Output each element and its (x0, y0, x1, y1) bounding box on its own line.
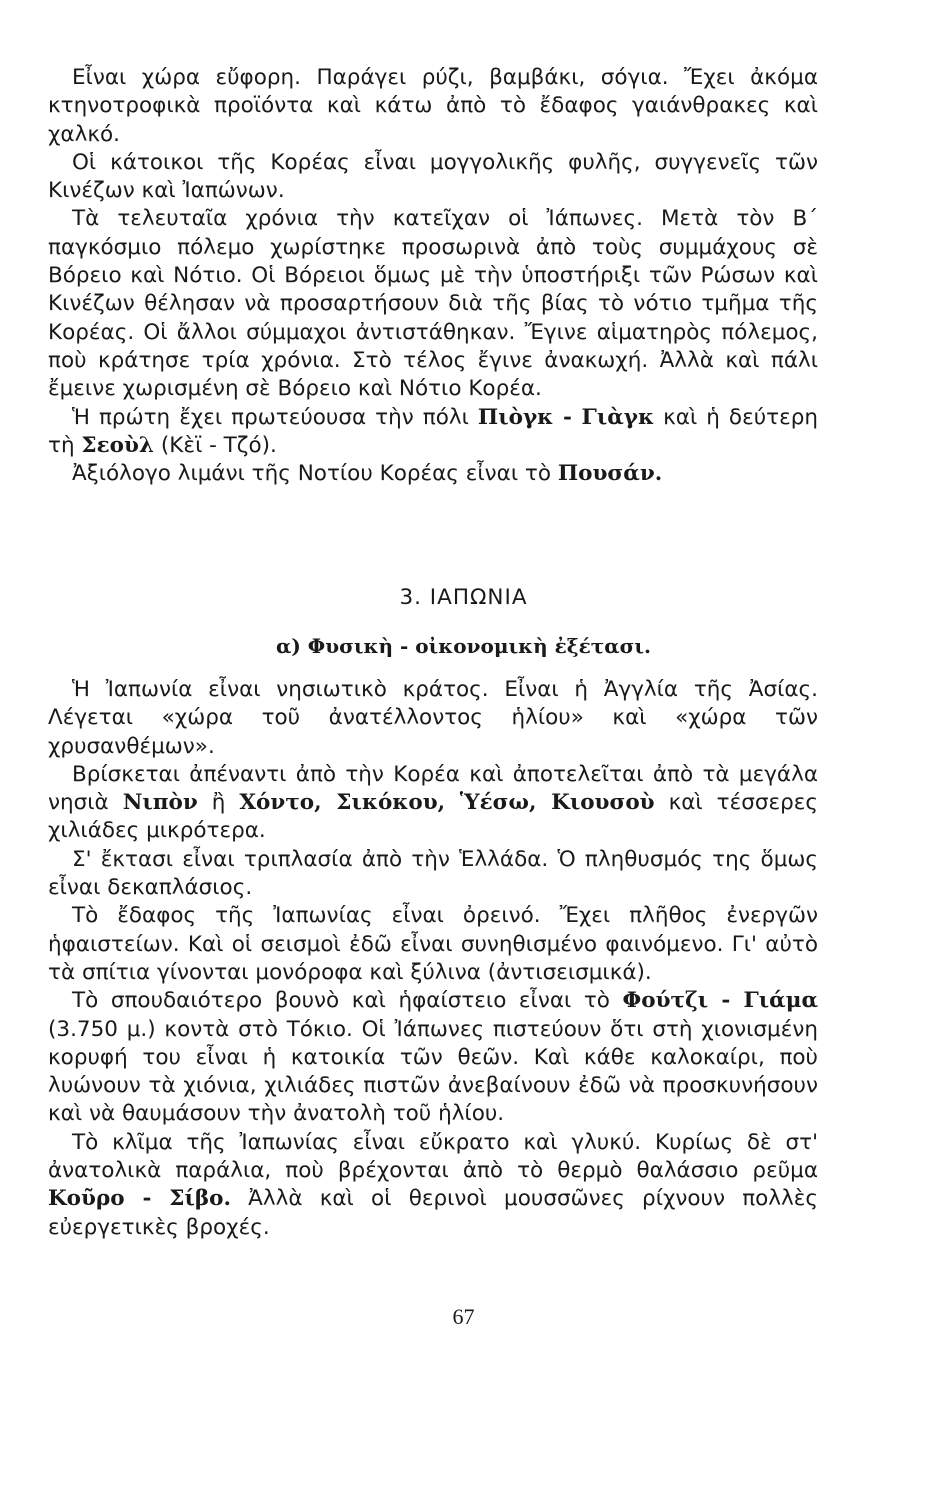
paragraph: Ἡ πρώτη ἔχει πρωτεύουσα τὴν πόλι Πιὸγκ - Γιὰγκ καὶ ἡ δεύτερη τὴ Σεοὺλ (Κὲϊ - Τζό). (48, 404, 818, 458)
paragraph: Τὸ ἔδαφος τῆς Ἰαπωνίας εἶναι ὀρεινό. Ἔχει πλῆθος ἐνεργῶν ἡφαιστείων. Καὶ οἱ σεισμοὶ ἐδῶ εἶναι συνηθισμένο φαινόμενο. Γι' αὐτὸ τὰ σπίτια γίνονται μονόροφα καὶ ξύλινα (ἀντισεισμικά). (48, 903, 818, 985)
section-title: α) Φυσικὴ - οἰκονομικὴ ἐξέτασι. (275, 634, 652, 658)
place-name: Σεοὺλ (81, 432, 155, 458)
korea-text (48, 64, 818, 488)
paragraph: Οἱ κάτοικοι τῆς Κορέας εἶναι μογγολικῆς φυλῆς, συγγενεῖς τῶν Κινέζων καὶ Ἰαπώνων. (48, 149, 818, 204)
place-name: Πουσάν. (557, 461, 663, 487)
japan-text (48, 676, 818, 1242)
place-name: Χόντο, Σικόκου, Ὑέσω, Κιουσοὺ (239, 790, 655, 816)
page-number: 67 (452, 1304, 475, 1329)
place-name: Νιπὸν (122, 790, 198, 816)
paragraph: Ἀξιόλογο λιμάνι τῆς Νοτίου Κορέας εἶναι τὸ Πουσάν. (72, 461, 663, 487)
paragraph: Τὰ τελευταῖα χρόνια τὴν κατεῖχαν οἱ Ἰάπωνες. Μετὰ τὸν Β΄ παγκόσμιο πόλεμο χωρίστηκε προσωρινὰ ἀπὸ τοὺς συμμάχους σὲ Βόρειο καὶ Νότιο. Οἱ Βόρειοι ὅμως μὲ τὴν ὑποστήριξι τῶν Ρώσων καὶ Κινέζων θέλησαν νὰ προσαρτήσουν διὰ τῆς βίας τὸ νότιο τμῆμα τῆς Κορέας. Οἱ ἄλλοι σύμμαχοι ἀντιστάθηκαν. Ἔγινε αἱματηρὸς πόλεμος, ποὺ κράτησε τρία χρόνια. Στὸ τέλος ἔγινε ἀνακωχή. Ἀλλὰ καὶ πάλι ἔμεινε χωρισμένη σὲ Βόρειο καὶ Νότιο Κορέα. (48, 206, 818, 402)
chapter-title: 3. ΙΑΠΩΝΙΑ (399, 585, 528, 610)
place-name: Φούτζι - Γιάμα (622, 988, 818, 1014)
place-name: Κοῦρο - Σίβο. (48, 1186, 231, 1212)
paragraph: Εἶναι χώρα εὔφορη. Παράγει ρύζι, βαμβάκι, σόγια. Ἔχει ἀκόμα κτηνοτροφικὰ προϊόντα καὶ κάτω ἀπὸ τὸ ἔδαφος γαιάνθρακες καὶ χαλκό. (48, 65, 818, 147)
paragraph: Τὸ σπουδαιότερο βουνὸ καὶ ἡφαίστειο εἶναι τὸ Φούτζι - Γιάμα (3.750 μ.) κοντὰ στὸ Τόκιο. Οἱ Ἰάπωνες πιστεύουν ὅτι στὴ χιονισμένη κορυφή του εἶναι ἡ κατοικία τῶν θεῶν. Καὶ κάθε καλοκαίρι, ποὺ λυώνουν τὰ χιόνια, χιλιάδες πιστῶν ἀνεβαίνουν ἐδῶ νὰ προσκυνήσουν καὶ νὰ θαυμάσουν τὴν ἀνατολὴ τοῦ ἡλίου. (48, 988, 818, 1127)
paragraph: Σ' ἔκτασι εἶναι τριπλασία ἀπὸ τὴν Ἑλλάδα. Ὁ πληθυσμός της ὅμως εἶναι δεκαπλάσιος. (48, 846, 818, 901)
place-name: Πιὸγκ - Γιὰγκ (477, 404, 655, 430)
paragraph: Τὸ κλῖμα τῆς Ἰαπωνίας εἶναι εὔκρατο καὶ γλυκύ. Κυρίως δὲ στ' ἀνατολικὰ παράλια, ποὺ βρέχονται ἀπὸ τὸ θερμὸ θαλάσσιο ρεῦμα Κοῦρο - Σίβο. Ἀλλὰ καὶ οἱ θερινοὶ μουσσῶνες ρίχνουν πολλὲς εὐεργετικὲς βροχές. (48, 1129, 818, 1240)
paragraph: Βρίσκεται ἀπέναντι ἀπὸ τὴν Κορέα καὶ ἀποτελεῖται ἀπὸ τὰ μεγάλα νησιὰ Νιπὸν ἢ Χόντο, Σικόκου, Ὑέσω, Κιουσοὺ καὶ τέσσερες χιλιάδες μικρότερα. (48, 761, 819, 844)
paragraph: Ἡ Ἰαπωνία εἶναι νησιωτικὸ κράτος. Εἶναι ἡ Ἀγγλία τῆς Ἀσίας. Λέγεται «χώρα τοῦ ἀνατέλλοντος ἡλίου» καὶ «χώρα τῶν χρυσανθέμων». (48, 677, 818, 759)
